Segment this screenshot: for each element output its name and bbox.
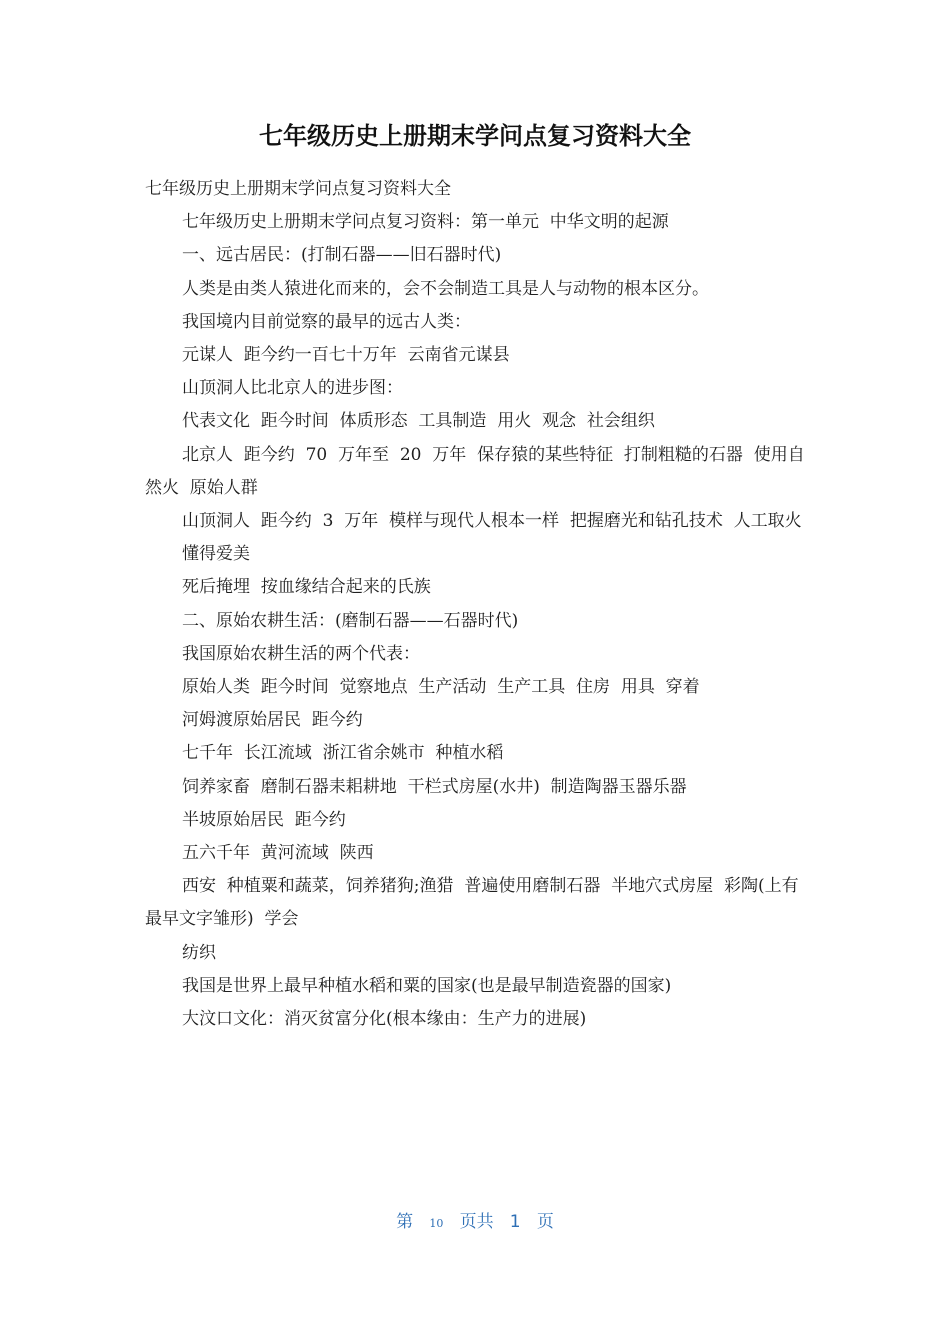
- paragraph: 山顶洞人 距今约 3 万年 模样与现代人根本一样 把握磨光和钻孔技术 人工取火: [182, 511, 802, 532]
- footer-prefix: 第: [396, 1212, 414, 1232]
- paragraph: 饲养家畜 磨制石器耒耜耕地 干栏式房屋(水井) 制造陶器玉器乐器: [182, 776, 687, 797]
- footer-suffix: 页: [536, 1212, 554, 1232]
- footer-middle: 页共: [459, 1212, 494, 1232]
- paragraph-subtitle: 七年级历史上册期末学问点复习资料大全: [145, 179, 451, 199]
- page-footer: [0, 1208, 950, 1238]
- paragraph: 五六千年 黄河流域 陕西: [182, 843, 374, 864]
- footer-page-number: 10: [429, 1217, 444, 1230]
- paragraph: 懂得爱美: [182, 544, 250, 565]
- paragraph: 半坡原始居民 距今约: [182, 809, 346, 830]
- paragraph: 西安 种植粟和蔬菜，饲养猪狗;渔猎 普遍使用磨制石器 半地穴式房屋 彩陶(上有最早文字雏形) 学会: [145, 876, 799, 930]
- footer-total-pages: 1: [509, 1212, 521, 1232]
- paragraph-section-2-heading: 二、原始农耕生活：(磨制石器——石器时代): [182, 610, 519, 631]
- paragraph: 人类是由类人猿进化而来的，会不会制造工具是人与动物的根本区分。: [182, 278, 709, 299]
- paragraph-section-1-heading: 一、远古居民：(打制石器——旧石器时代): [182, 245, 502, 266]
- paragraph: 我国原始农耕生活的两个代表：: [182, 643, 420, 664]
- paragraph-unit-heading: 七年级历史上册期末学问点复习资料：第一单元 中华文明的起源: [182, 212, 669, 233]
- paragraph: 我国是世界上最早种植水稻和粟的国家(也是最早制造瓷器的国家): [182, 975, 672, 996]
- paragraph: 元谋人 距今约一百七十万年 云南省元谋县: [182, 345, 510, 366]
- paragraph: 我国境内目前觉察的最早的远古人类：: [182, 311, 471, 332]
- paragraph: 原始人类 距今时间 觉察地点 生产活动 生产工具 住房 用具 穿着: [182, 677, 700, 698]
- paragraph: 河姆渡原始居民 距今约: [182, 710, 363, 731]
- document-title: 七年级历史上册期末学问点复习资料大全: [259, 122, 691, 150]
- document-body: [145, 173, 805, 1036]
- paragraph: 死后掩埋 按血缘结合起来的氏族: [182, 577, 431, 598]
- paragraph: 北京人 距今约 70 万年至 20 万年 保存猿的某些特征 打制粗糙的石器 使用自然火 原始人群: [145, 444, 805, 498]
- paragraph: 纺织: [182, 942, 216, 963]
- paragraph: 代表文化 距今时间 体质形态 工具制造 用火 观念 社会组织: [182, 411, 655, 432]
- paragraph: 大汶口文化：消灭贫富分化(根本缘由：生产力的进展): [182, 1009, 587, 1030]
- paragraph: 山顶洞人比北京人的进步图：: [182, 378, 403, 399]
- paragraph: 七千年 长江流域 浙江省余姚市 种植水稻: [182, 743, 504, 764]
